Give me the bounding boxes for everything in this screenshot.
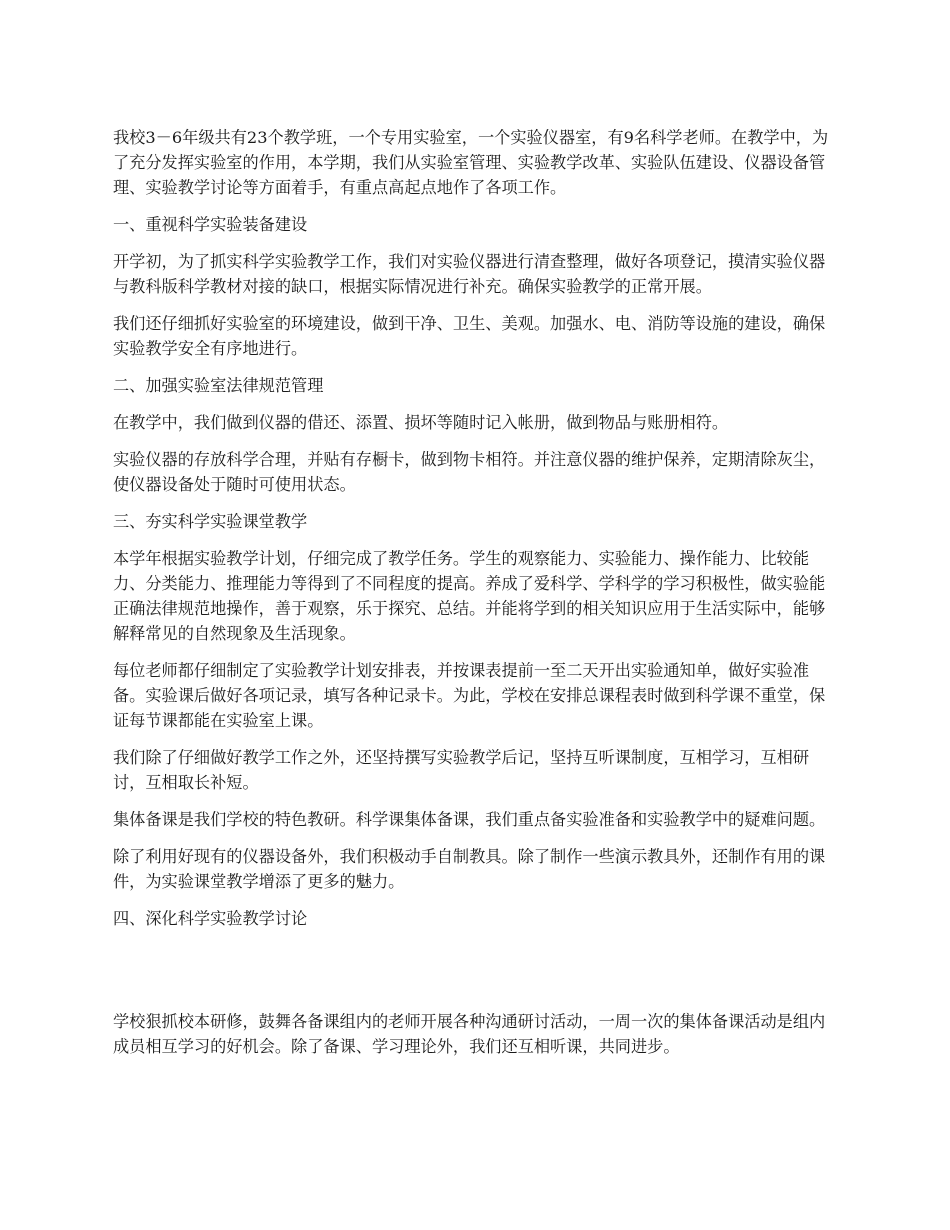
section-heading-1: 一、重视科学实验装备建设 [113,215,308,234]
intro-paragraph: 我校3－6年级共有23个教学班，一个专用实验室，一个实验仪器室，有9名科学老师。在教学中，为了充分发挥实验室的作用，本学期，我们从实验室管理、实验教学改革、实验队伍建设、仪器设备管理、实验教学讨论等方面着手，有重点高起点地作了各项工作。 [113,128,829,197]
body-paragraph: 我们还仔细抓好实验室的环境建设，做到干净、卫生、美观。加强水、电、消防等设施的建设，确保实验教学安全有序地进行。 [113,314,826,358]
body-paragraph: 集体备课是我们学校的特色教研。科学课集体备课，我们重点备实验准备和实验教学中的疑难问题。 [113,810,826,829]
body-paragraph: 我们除了仔细做好教学工作之外，还坚持撰写实验教学后记，坚持互听课制度，互相学习，互相研讨，互相取长补短。 [113,748,810,792]
section-heading-3: 三、夯实科学实验课堂教学 [113,512,308,531]
body-paragraph: 本学年根据实验教学计划，仔细完成了教学任务。学生的观察能力、实验能力、操作能力、比较能力、分类能力、推理能力等得到了不同程度的提高。养成了爱科学、学科学的学习积极性，做实验能正确法律规范地操作，善于观察，乐于探究、总结。并能将学到的相关知识应用于生活实际中，能够解释常见的自然现象及生活现象。 [113,549,826,643]
body-paragraph: 实验仪器的存放科学合理，并贴有存橱卡，做到物卡相符。并注意仪器的维护保养，定期清除灰尘，使仪器设备处于随时可使用状态。 [113,450,826,494]
body-paragraph: 在教学中，我们做到仪器的借还、添置、损坏等随时记入帐册，做到物品与账册相符。 [113,413,729,432]
section-heading-4: 四、深化科学实验教学讨论 [113,909,308,928]
body-paragraph: 每位老师都仔细制定了实验教学计划安排表，并按课表提前一至二天开出实验通知单，做好实验准备。实验课后做好各项记录，填写各种记录卡。为此，学校在安排总课程表时做到科学课不重堂，保证每节课都能在实验室上课。 [113,661,826,730]
section-heading-2: 二、加强实验室法律规范管理 [113,376,324,395]
body-paragraph: 学校狠抓校本研修，鼓舞各备课组内的老师开展各种沟通研讨活动，一周一次的集体备课活动是组内成员相互学习的好机会。除了备课、学习理论外，我们还互相听课，共同进步。 [113,1012,826,1056]
body-paragraph: 开学初，为了抓实科学实验教学工作，我们对实验仪器进行清查整理，做好各项登记，摸清实验仪器与教科版科学教材对接的缺口，根据实际情况进行补充。确保实验教学的正常开展。 [113,252,826,296]
document-body [113,125,841,1071]
body-paragraph: 除了利用好现有的仪器设备外，我们积极动手自制教具。除了制作一些演示教具外，还制作有用的课件，为实验课堂教学增添了更多的魅力。 [113,847,826,891]
